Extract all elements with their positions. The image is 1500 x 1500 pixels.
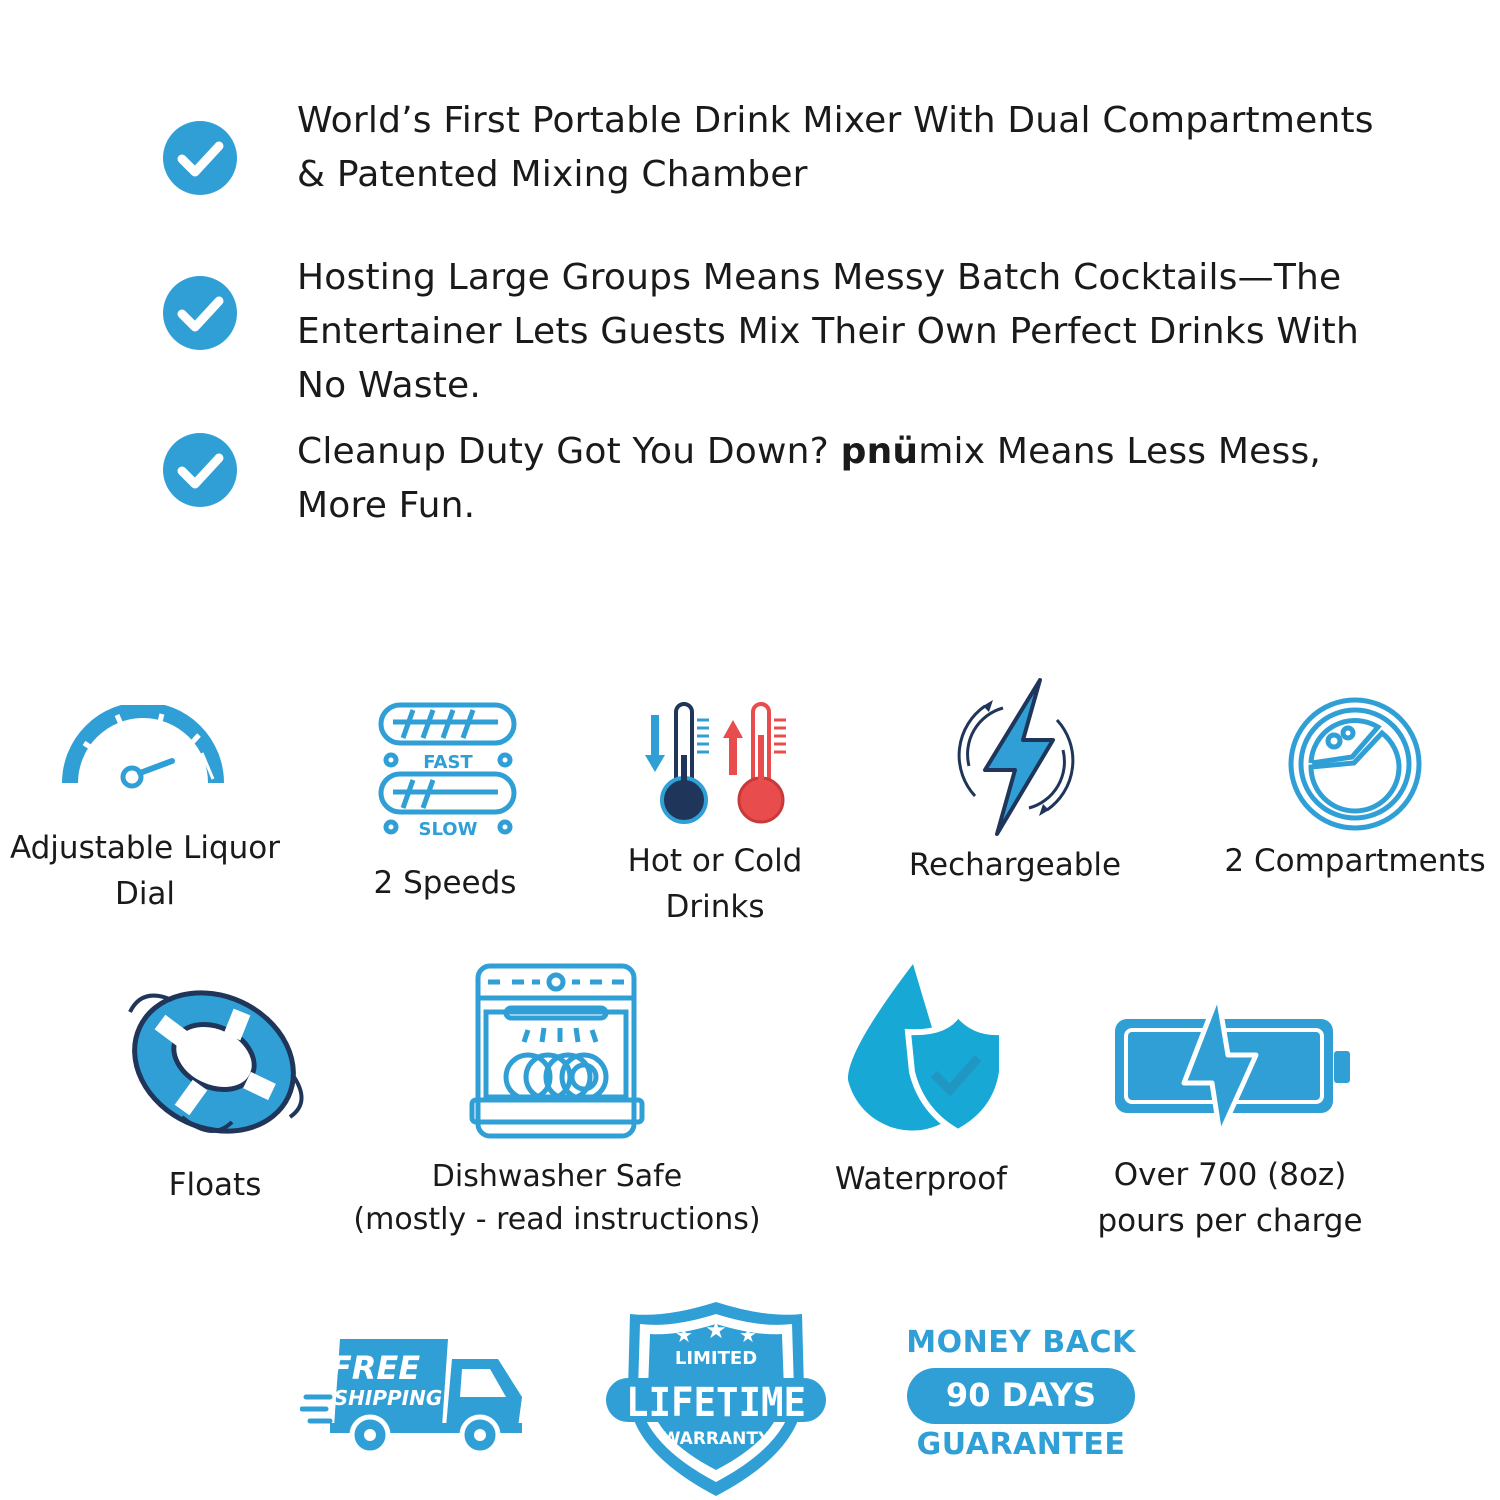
fast-label: FAST	[423, 752, 473, 773]
guarantee-label: GUARANTEE	[916, 1427, 1126, 1462]
battery-icon	[1112, 995, 1352, 1137]
waterproof-icon	[846, 962, 1004, 1134]
bullet-text	[297, 425, 1407, 533]
brand-name: pnü	[840, 431, 919, 472]
slow-label: SLOW	[418, 819, 478, 840]
bullet-text: World’s First Portable Drink Mixer With Dual Compartments & Patented Mixing Chamber	[297, 100, 1374, 195]
days-pill	[907, 1368, 1135, 1424]
feature-label: Hot or Cold Drinks	[627, 843, 803, 925]
star-icon: ★	[705, 1316, 727, 1344]
money-back-badge	[905, 1323, 1137, 1468]
check-circle-icon	[162, 120, 238, 196]
feature-label: Over 700 (8oz) pours per charge	[1097, 1157, 1363, 1239]
star-icon: ★	[675, 1323, 693, 1347]
lifebuoy-icon	[122, 982, 308, 1138]
money-back-label: MONEY BACK	[906, 1325, 1136, 1360]
compartments-icon	[1286, 697, 1424, 831]
free-label: FREE	[329, 1349, 421, 1387]
limited-label: LIMITED	[674, 1348, 758, 1369]
feature-label: Waterproof	[834, 1161, 1008, 1197]
days-label: 90 DAYS	[945, 1376, 1097, 1414]
thermometer-icon	[643, 700, 788, 828]
feature-label: Rechargeable	[908, 847, 1122, 883]
bullet-text-post: mix Means Less Mess, More Fun.	[297, 431, 1322, 526]
lifetime-label: LIFETIME	[626, 1380, 806, 1426]
feature-label: 2 Speeds	[373, 865, 517, 901]
warranty-label: WARRANTY	[661, 1429, 771, 1449]
gauge-icon	[62, 705, 224, 795]
dishwasher-icon	[468, 962, 646, 1140]
speeds-icon	[378, 702, 518, 840]
feature-label: 2 Compartments	[1224, 843, 1486, 879]
shipping-label: SHIPPING	[333, 1386, 443, 1410]
recharge-icon	[945, 678, 1087, 838]
bullet-text: Hosting Large Groups Means Messy Batch Cocktails—The Entertainer Lets Guests Mix Their Own Perfect Drinks With No Waste.	[297, 257, 1359, 406]
check-circle-icon	[162, 275, 238, 351]
feature-label: Floats	[168, 1167, 262, 1203]
bullet-text-pre: Cleanup Duty Got You Down?	[297, 431, 841, 472]
warranty-shield-icon	[606, 1300, 826, 1498]
feature-label: Dishwasher Safe (mostly - read instructions)	[353, 1159, 761, 1237]
star-icon: ★	[739, 1323, 757, 1347]
check-circle-icon	[162, 432, 238, 508]
free-shipping-truck-icon	[300, 1335, 525, 1457]
feature-label: Adjustable Liquor Dial	[9, 830, 281, 912]
